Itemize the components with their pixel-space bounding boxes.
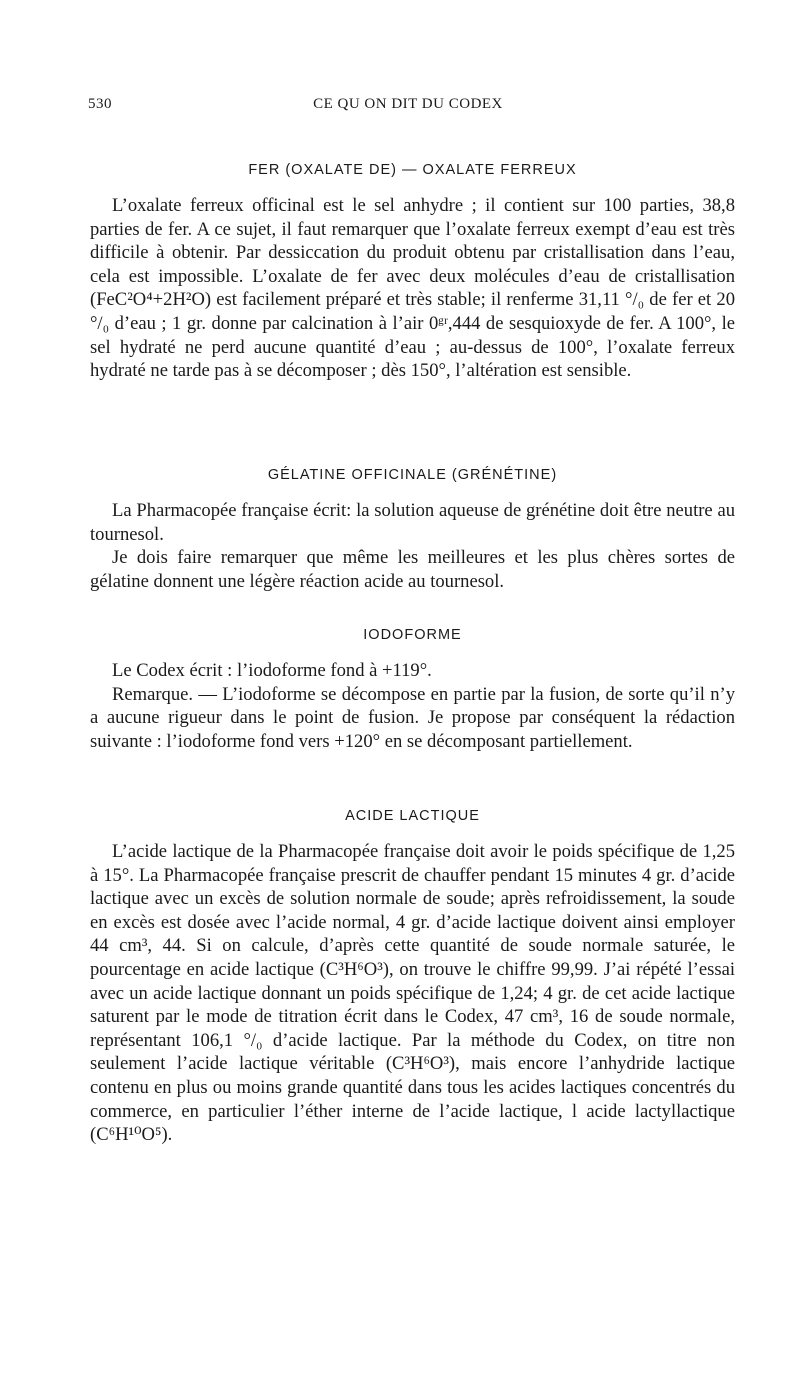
paragraph: Le Codex écrit : l’iodoforme fond à +119°.	[112, 660, 432, 681]
paragraph: L’acide lactique de la Pharmacopée française doit avoir le poids spécifique de 1,25 à 15°. La Pharmacopée française prescrit de chauffer pendant 15 minutes 4 gr. d’acide lactique avec un excès de solution normale de soude; après refroidissement, la soude en excès est dosée avec l’acide normal, 4 gr. d’acide lactique doivent ainsi employer 44 cm³, 44. Si on calcule, d’après cette quantité de soude normale saturée, le pourcentage en acide lactique (C³H⁶O³), on trouve le chiffre 99,99. J’ai répété l’essai avec un acide lactique donnant un poids spécifique de 1,24; 4 gr. de cet acide lactique saturent par le mode de titration écrit dans le Codex, 47 cm³, 16 de soude normale, représentant 106,1 °/₀ d’acide lactique. Par la méthode du Codex, on titre non seulement l’acide lactique véritable (C³H⁶O³), mais encore l’anhydride lactique contenu en plus ou moins grande quantité dans tous les acides lactiques concentrés du commerce, en particulier l’éther interne de l’acide lactique, l acide lactyllactique (C⁶H¹⁰O⁵).	[90, 841, 735, 1146]
section-iodoforme	[90, 625, 735, 753]
section-heading: GÉLATINE OFFICINALE (GRÉNÉTINE)	[267, 467, 558, 483]
section-heading: IODOFORME	[363, 627, 462, 643]
paragraph: La Pharmacopée française écrit: la solution aqueuse de grénétine doit être neutre au tournesol.	[90, 500, 735, 545]
page-number: 530	[88, 96, 112, 112]
section-heading: ACIDE LACTIQUE	[345, 808, 480, 824]
paragraph: L’oxalate ferreux officinal est le sel anhydre ; il contient sur 100 parties, 38,8 parties de fer. A ce sujet, il faut remarquer que l’oxalate ferreux exempt d’eau est très difficile à obtenir. Par dessiccation du produit obtenu par cristallisation dans l’eau, cela est impossible. L’oxalate de fer avec deux molécules d’eau de cristallisation (FeC²O⁴+2H²O) est facilement préparé et très stable; il renferme 31,11 °/₀ de fer et 20 °/₀ d’eau ; 1 gr. donne par calcination à l’air 0ᵍʳ,444 de sesquioxyde de fer. A 100°, le sel hydraté ne perd aucune quantité d’eau ; au-dessus de 100°, l’oxalate ferreux hydraté ne tarde pas à se décomposer ; dès 150°, l’altération est sensible.	[90, 195, 735, 382]
running-header	[88, 96, 728, 120]
section-oxalate-ferreux	[90, 160, 735, 383]
section-heading: FER (OXALATE DE) — OXALATE FERREUX	[248, 162, 577, 178]
section-acide-lactique	[90, 806, 735, 1147]
paragraph: Remarque. — L’iodoforme se décompose en partie par la fusion, de sorte qu’il n’y a aucune rigueur dans le point de fusion. Je propose par conséquent la rédaction suivante : l’iodoforme fond vers +120° en se décomposant partiellement.	[90, 683, 735, 752]
section-gelatine	[90, 465, 735, 593]
running-title: CE QU ON DIT DU CODEX	[313, 96, 503, 112]
paragraph: Je dois faire remarquer que même les meilleures et les plus chères sortes de gélatine donnent une légère réaction acide au tournesol.	[90, 547, 735, 592]
